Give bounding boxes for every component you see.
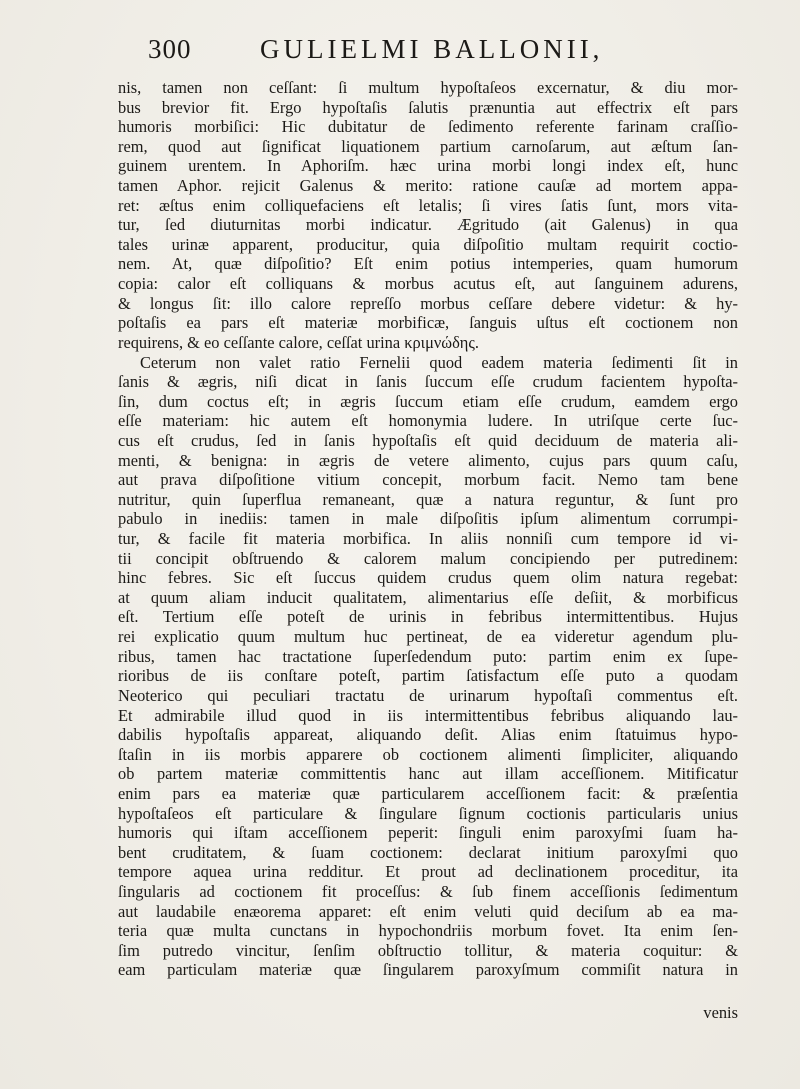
text-line: eam particulam materiæ quæ ſingularem paroxyſmum commiſit natura in (118, 960, 738, 980)
text-line: eſſe materiam: hic autem eſt homonymia ludere. In utriſque certe ſuc- (118, 411, 738, 431)
text-line: nis, tamen non ceſſant: ſi multum hypoſtaſeos excernatur, & diu mor- (118, 78, 738, 97)
text-line: menti, & benigna: in ægris de vetere alimento, cujus pars quum caſu, (118, 450, 738, 470)
text-line: tamen Aphor. rejicit Galenus & merito: ratione cauſæ ad mortem appa- (118, 176, 738, 196)
text-line: ſingularis ad coctionem fit proceſſus: & ſub finem acceſſionis ſedimentum (118, 881, 738, 901)
text-line: dabilis hypoſtaſis appareat, aliquando deſit. Alias enim ſtatuimus hypo- (118, 725, 738, 745)
text-line: hypoſtaſeos eſt particulare & ſingulare ſignum coctionis particularis unius (118, 803, 738, 823)
text-line: Neoterico qui peculiari tractatu de urinarum hypoſtaſi commentus eſt. (118, 685, 738, 705)
page-header (148, 34, 748, 78)
text-line: aut prava diſpoſitione vitium concepit, morbum facit. Nemo tam bene (118, 470, 738, 490)
text-line: ſim putredo vincitur, ſenſim obſtructio tollitur, & materia coquitur: & (118, 940, 738, 960)
text-line: tempore aquea urina redditur. Et prout ad declinationem proceditur, ita (118, 862, 738, 882)
text-line: Ceterum non valet ratio Fernelii quod eadem materia ſedimenti ſit in (140, 352, 738, 372)
running-head: GULIELMI BALLONII, (260, 34, 604, 64)
text-line: guinem urentem. In Aphoriſm. hæc urina morbi longi index eſt, hunc (118, 156, 738, 176)
text-line: enim pars ea materiæ quæ particularem acceſſionem facit: & præſentia (118, 783, 738, 803)
text-line: & longus ſit: illo calore repreſſo morbus ceſſare debere videtur: & hy- (118, 293, 738, 313)
text-line: aut laudabile enæorema apparet: eſt enim veluti quid deciſum ab ea ma- (118, 901, 738, 921)
page-number: 300 (148, 34, 192, 64)
text-line: eſt. Tertium eſſe poteſt de urinis in febribus intermittentibus. Hujus (118, 607, 738, 627)
text-line: rei explicatio quum multum huc pertineat, de ea videretur agendum plu- (118, 627, 738, 647)
text-line: bent cruditatem, & ſuam coctionem: declarat initium paroxyſmi quo (118, 842, 738, 862)
text-line: at quum aliam inducit qualitatem, alimentarius eſſe deſiit, & morbificus (118, 587, 738, 607)
text-line: copia: calor eſt colliquans & morbus acutus eſt, aut ſanguinem adurens, (118, 274, 738, 294)
text-line: rem, quod aut ſignificat liquationem partium carnoſarum, aut æſtum ſan- (118, 136, 738, 156)
text-line: cus eſt crudus, ſed in ſanis hypoſtaſis eſt quid deciduum de materia ali- (118, 430, 738, 450)
text-line: ſanis & ægris, niſi dicat in ſanis ſuccum eſſe crudum facientem hypoſta- (118, 372, 738, 392)
text-line: humoris qui iſtam acceſſionem peperit: ſinguli enim paroxyſmi ſuam ha- (118, 823, 738, 843)
text-line: hinc febres. Sic eſt ſuccus quidem crudus quem olim natura regebat: (118, 568, 738, 588)
text-line: nem. At, quæ diſpoſitio? Eſt enim potius intemperies, quam humorum (118, 254, 738, 274)
text-line: Et admirabile illud quod in iis intermittentibus febribus aliquando lau- (118, 705, 738, 725)
text-line: ſtaſin in iis morbis apparere ob coctionem alimenti ſimpliciter, aliquando (118, 744, 738, 764)
text-line: nutritur, quin ſuperflua remaneant, quæ a natura reguntur, & ſunt pro (118, 489, 738, 509)
text-line: humoris morbiſici: Hic dubitatur de ſedimento referente farinam craſſio- (118, 117, 738, 137)
text-line: poſtaſis ea pars eſt materiæ morbificæ, ſanguis uſtus eſt coctionem non (118, 313, 738, 333)
text-line: teria quæ multa cunctans in hypochondriis morbum fovet. Ita enim ſen- (118, 921, 738, 941)
text-line: pabulo in inediis: tamen in male diſpoſitis ipſum alimentum corrumpi- (118, 509, 738, 529)
text-line: tur, & facile fit materia morbifica. In aliis nonniſi cum tempore id vi- (118, 529, 738, 549)
body-text (118, 78, 738, 980)
text-line: tii concipit obſtruendo & calorem malum concipiendo per putredinem: (118, 548, 738, 568)
text-line: ret: æſtus enim colliquefaciens eſt letalis; ſi vires ſatis ſunt, mors vita- (118, 195, 738, 215)
text-line: ribus, tamen hac tractatione ſuperſedendum puto: partim enim ex ſupe- (118, 646, 738, 666)
text-line: tales urinæ apparent, producitur, quia diſpoſitio multam requirit coctio- (118, 234, 738, 254)
text-line: bus brevior fit. Ergo hypoſtaſis ſalutis prænuntia aut effectrix eſt pars (118, 97, 738, 117)
text-line: rioribus de iis conſtare poteſt, partim ſatisfactum eſſe puto a quodam (118, 666, 738, 686)
text-line: requirens, & eo ceſſante calore, ceſſat urina κριμνώδης. (118, 332, 479, 352)
text-line: tur, ſed diuturnitas morbi indicatur. Ægritudo (ait Galenus) in qua (118, 215, 738, 235)
text-line: ob partem materiæ committentis hanc aut illam acceſſionem. Mitificatur (118, 764, 738, 784)
catchword: venis (703, 1003, 738, 1022)
text-line: ſin, dum coctus eſt; in ægris ſuccum etiam eſſe crudum, eamdem ergo (118, 391, 738, 411)
